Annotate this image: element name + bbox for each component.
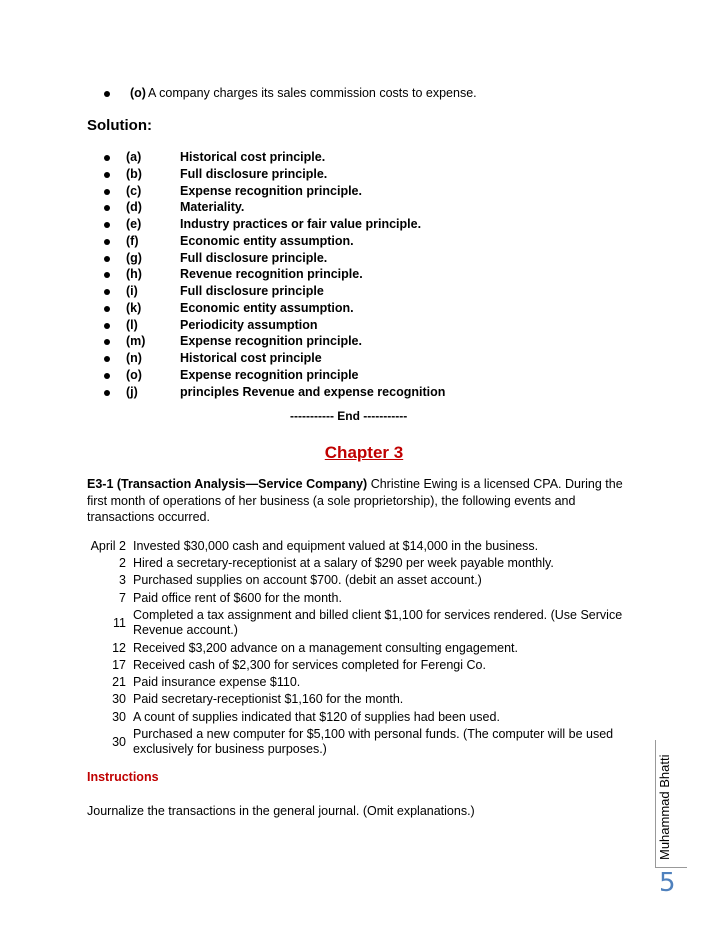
transaction-text: Paid office rent of $600 for the month. <box>133 590 342 605</box>
question-code: (o) <box>130 86 146 100</box>
bullet-icon <box>104 323 110 329</box>
question-text: A company charges its sales commission costs to expense. <box>148 86 477 100</box>
solution-letter: (a) <box>126 150 142 164</box>
transaction-date: 17 <box>112 657 126 672</box>
bullet-icon <box>104 256 110 262</box>
solution-text: Industry practices or fair value principle. <box>180 217 422 231</box>
solution-text: Periodicity assumption <box>180 317 318 332</box>
transaction-row <box>87 692 647 709</box>
bullet-icon <box>104 205 110 211</box>
transaction-date: 3 <box>119 573 126 588</box>
transaction-row <box>87 727 647 760</box>
solution-letter: (n) <box>126 351 142 365</box>
solution-letter: (b) <box>126 166 142 181</box>
bullet-icon <box>104 239 110 245</box>
exercise-body: Christine Ewing is a licensed CPA. During the first month of operations of her business (a sole proprietorship), the following events and transactions occurred. <box>87 477 623 524</box>
solution-letter: (i) <box>126 284 138 298</box>
solution-letter: (h) <box>126 267 142 282</box>
solution-letter: (o) <box>126 367 142 382</box>
transaction-row <box>87 591 647 608</box>
solution-text: Expense recognition principle. <box>180 183 362 198</box>
solution-text: Expense recognition principle <box>180 367 359 382</box>
transaction-row <box>87 539 647 556</box>
solution-text: Historical cost principle <box>180 351 322 365</box>
transaction-list <box>87 539 647 760</box>
transaction-date: 2 <box>119 556 126 571</box>
bullet-icon <box>104 155 110 161</box>
bullet-icon <box>104 289 110 295</box>
transaction-text: Received cash of $2,300 for services completed for Ferengi Co. <box>133 657 486 672</box>
author-name: Muhammad Bhatti <box>657 754 672 860</box>
page-number: 5 <box>659 868 676 898</box>
transaction-date: 21 <box>112 675 126 690</box>
transaction-date: 12 <box>112 640 126 655</box>
solution-letter: (m) <box>126 334 146 349</box>
sidebar-divider <box>655 740 656 868</box>
transaction-date: 11 <box>113 615 126 630</box>
instructions-text: Journalize the transactions in the general journal. (Omit explanations.) <box>87 804 475 818</box>
chapter-title <box>0 443 728 463</box>
solution-letter: (e) <box>126 217 142 231</box>
chapter-title-text: Chapter 3 <box>324 443 404 462</box>
transaction-text: Received $3,200 advance on a management consulting engagement. <box>133 640 518 655</box>
solution-text: principles Revenue and expense recognition <box>180 384 446 399</box>
transaction-date: 30 <box>112 692 126 707</box>
transaction-row <box>87 658 647 675</box>
bullet-icon <box>104 390 110 396</box>
solution-letter: (k) <box>126 300 142 315</box>
transaction-text: Paid insurance expense $110. <box>133 675 301 690</box>
transaction-text: Purchased a new computer for $5,100 with personal funds. (The computer will be used exclusively for business purposes.) <box>133 726 614 756</box>
bullet-icon <box>104 91 110 97</box>
solution-letter: (g) <box>126 250 142 265</box>
transaction-text: Invested $30,000 cash and equipment valued at $14,000 in the business. <box>133 539 539 553</box>
transaction-row <box>87 641 647 658</box>
transaction-date: 30 <box>112 709 126 724</box>
transaction-row <box>87 675 647 692</box>
bullet-icon <box>104 356 110 362</box>
transaction-row <box>87 573 647 590</box>
solution-title: Solution: <box>87 117 152 134</box>
solution-letter: (l) <box>126 317 138 332</box>
bullet-icon <box>104 339 110 345</box>
bullet-icon <box>104 272 110 278</box>
transaction-row <box>87 710 647 727</box>
exercise-heading: E3-1 (Transaction Analysis—Service Company) <box>87 477 368 491</box>
solution-letter: (j) <box>126 384 138 399</box>
solution-text: Materiality. <box>180 200 245 215</box>
transaction-text: A count of supplies indicated that $120 of supplies had been used. <box>133 709 500 724</box>
transaction-text: Purchased supplies on account $700. (debit an asset account.) <box>133 573 482 588</box>
transaction-date: April 2 <box>90 539 126 553</box>
transaction-text: Completed a tax assignment and billed client $1,100 for services rendered. (Use Service Revenue account.) <box>133 607 623 637</box>
solution-text: Full disclosure principle <box>180 284 324 298</box>
bullet-icon <box>104 373 110 379</box>
bullet-icon <box>104 306 110 312</box>
solution-text: Economic entity assumption. <box>180 300 354 315</box>
bullet-icon <box>104 222 110 228</box>
transaction-row <box>87 608 647 641</box>
solution-text: Full disclosure principle. <box>180 250 328 265</box>
transaction-row <box>87 556 647 573</box>
transaction-text: Hired a secretary-receptionist at a salary of $290 per week payable monthly. <box>133 556 554 571</box>
transaction-date: 7 <box>119 590 126 605</box>
solution-letter: (c) <box>126 183 142 198</box>
solution-text: Expense recognition principle. <box>180 334 362 349</box>
instructions-title: Instructions <box>87 770 159 784</box>
end-marker: ----------- End ----------- <box>290 409 408 423</box>
solution-letter: (d) <box>126 200 142 215</box>
solution-text: Revenue recognition principle. <box>180 267 363 282</box>
bullet-icon <box>104 172 110 178</box>
solution-text: Economic entity assumption. <box>180 233 354 248</box>
solution-letter: (f) <box>126 233 139 248</box>
transaction-text: Paid secretary-receptionist $1,160 for the month. <box>133 692 404 707</box>
exercise-intro <box>87 476 637 526</box>
bullet-icon <box>104 189 110 195</box>
solution-text: Historical cost principle. <box>180 150 326 164</box>
transaction-date: 30 <box>112 734 126 749</box>
solution-text: Full disclosure principle. <box>180 166 328 181</box>
